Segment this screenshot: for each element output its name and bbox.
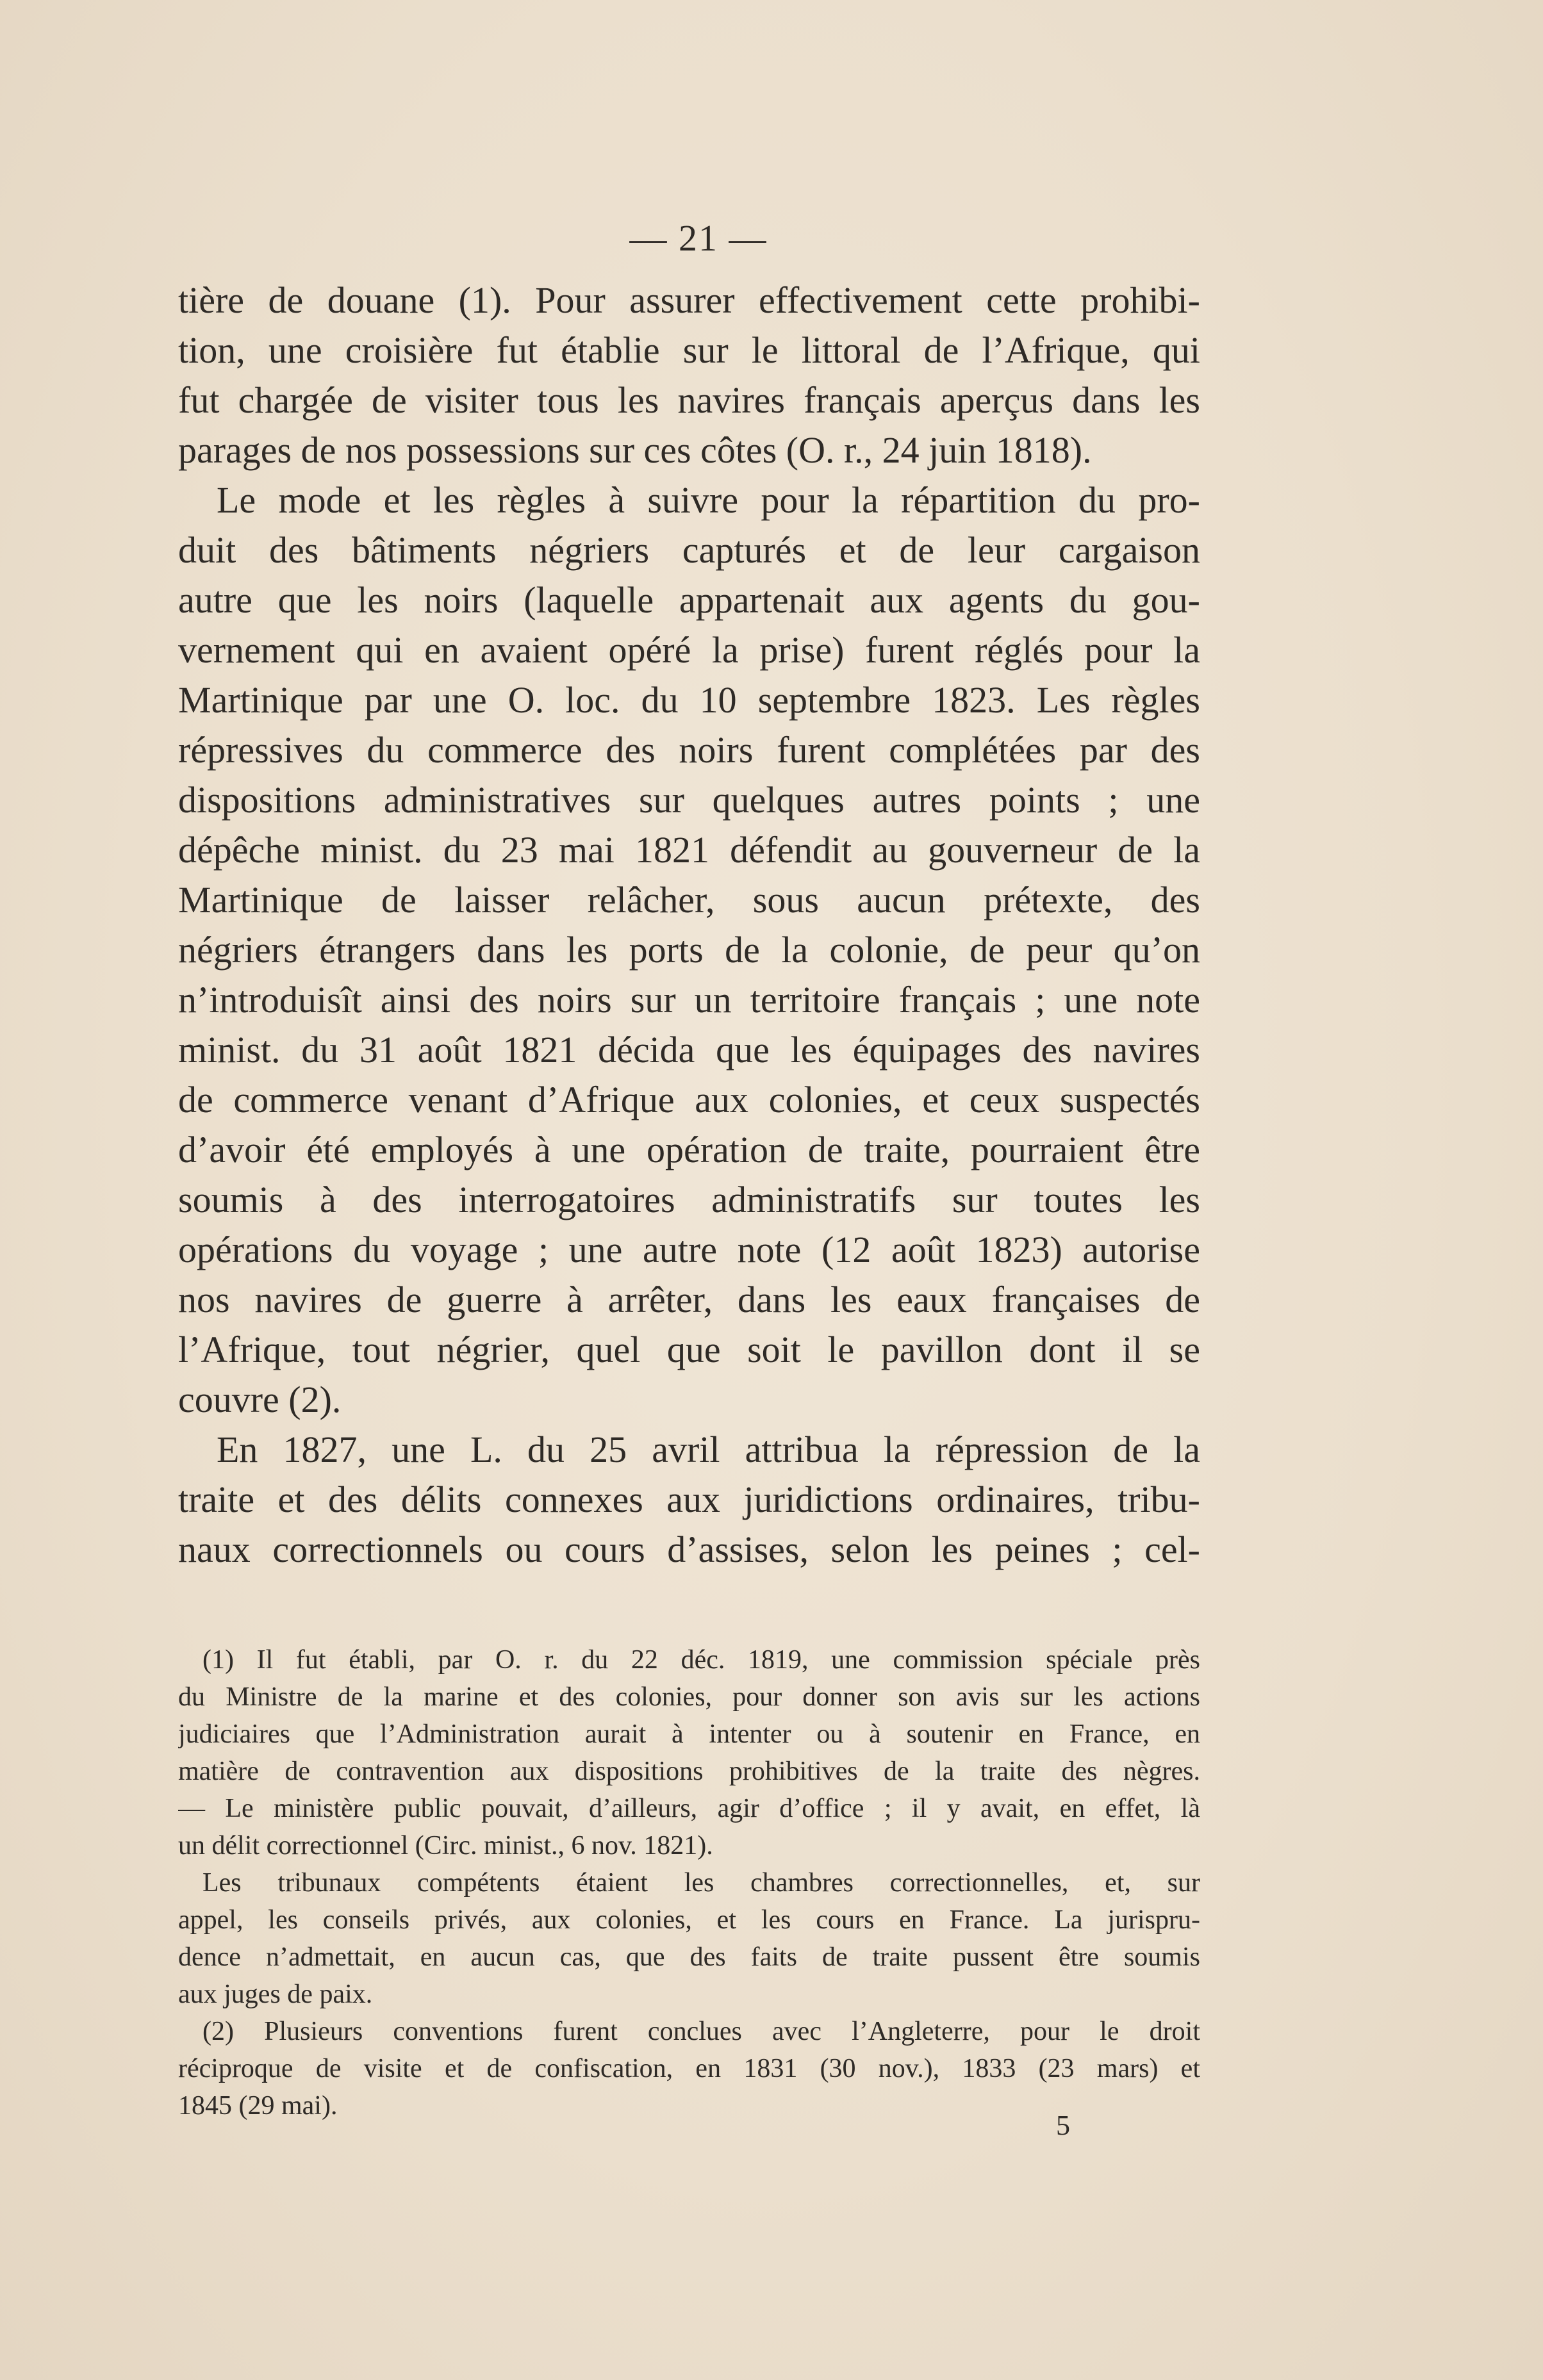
footnote-line: (1) Il fut établi, par O. r. du 22 déc. 1819, une commission spéciale près xyxy=(202,1645,1200,1675)
body-line: minist. du 31 août 1821 décida que les équipages des navires xyxy=(178,1029,1200,1071)
body-line: fut chargée de visiter tous les navires français aperçus dans les xyxy=(178,379,1200,421)
body-line: négriers étrangers dans les ports de la colonie, de peur qu’on xyxy=(178,929,1200,971)
footnote-line: dence n’admettait, en aucun cas, que des faits de traite pussent être soumis xyxy=(178,1942,1200,1972)
body-line: dispositions administratives sur quelques autres points ; une xyxy=(178,779,1200,821)
body-line: dépêche minist. du 23 mai 1821 défendit au gouverneur de la xyxy=(178,829,1200,871)
body-line: l’Afrique, tout négrier, quel que soit le pavillon dont il se xyxy=(178,1329,1200,1370)
body-line: soumis à des interrogatoires administratifs sur toutes les xyxy=(178,1179,1200,1220)
page-number: — 21 — xyxy=(629,217,768,259)
body-line: nos navires de guerre à arrêter, dans les eaux françaises de xyxy=(178,1279,1200,1320)
footnote-line: aux juges de paix. xyxy=(178,1980,373,2009)
footnote-line: judiciaires que l’Administration aurait à intenter ou à soutenir en France, en xyxy=(178,1719,1200,1749)
body-line: parages de nos possessions sur ces côtes (O. r., 24 juin 1818). xyxy=(178,429,1092,471)
body-line: répressives du commerce des noirs furent complétées par des xyxy=(178,729,1200,771)
body-line: d’avoir été employés à une opération de traite, pourraient être xyxy=(178,1129,1200,1170)
footnote-line: (2) Plusieurs conventions furent conclues avec l’Angleterre, pour le droit xyxy=(202,2017,1200,2046)
footnote-line: un délit correctionnel (Circ. minist., 6 nov. 1821). xyxy=(178,1831,713,1860)
footnote-line: matière de contravention aux dispositions prohibitives de la traite des nègres. xyxy=(178,1757,1200,1786)
body-line: Martinique par une O. loc. du 10 septembre 1823. Les règles xyxy=(178,679,1200,721)
signature-mark: 5 xyxy=(1056,2110,1070,2141)
body-line: En 1827, une L. du 25 avril attribua la répression de la xyxy=(217,1429,1200,1470)
body-line: de commerce venant d’Afrique aux colonies, et ceux suspectés xyxy=(178,1079,1200,1120)
body-line: traite et des délits connexes aux juridictions ordinaires, tribu- xyxy=(178,1479,1200,1520)
footnote-line: — Le ministère public pouvait, d’ailleurs, agir d’office ; il y avait, en effet, là xyxy=(178,1794,1200,1823)
footnote-line: réciproque de visite et de confiscation, en 1831 (30 nov.), 1833 (23 mars) et xyxy=(178,2054,1200,2083)
body-line: autre que les noirs (laquelle appartenait aux agents du gou- xyxy=(178,579,1200,621)
footnote-line: Les tribunaux compétents étaient les chambres correctionnelles, et, sur xyxy=(202,1868,1200,1898)
body-line: vernement qui en avaient opéré la prise) furent réglés pour la xyxy=(178,629,1200,671)
body-line: Le mode et les règles à suivre pour la répartition du pro- xyxy=(217,479,1200,521)
body-line: couvre (2). xyxy=(178,1379,342,1420)
body-line: naux correctionnels ou cours d’assises, selon les peines ; cel- xyxy=(178,1529,1200,1570)
footnote-line: 1845 (29 mai). xyxy=(178,2091,338,2121)
body-line: tion, une croisière fut établie sur le littoral de l’Afrique, qui xyxy=(178,329,1200,371)
body-line: n’introduisît ainsi des noirs sur un territoire français ; une note xyxy=(178,979,1200,1021)
body-line: Martinique de laisser relâcher, sous aucun prétexte, des xyxy=(178,879,1200,921)
body-line: duit des bâtiments négriers capturés et de leur cargaison xyxy=(178,529,1200,571)
footnote-line: du Ministre de la marine et des colonies, pour donner son avis sur les actions xyxy=(178,1682,1200,1712)
footnotes xyxy=(178,1641,1200,2124)
body-text xyxy=(178,275,1200,1575)
body-line: tière de douane (1). Pour assurer effectivement cette prohibi- xyxy=(178,279,1200,321)
footnote-line: appel, les conseils privés, aux colonies, et les cours en France. La jurispru- xyxy=(178,1905,1200,1935)
body-line: opérations du voyage ; une autre note (12 août 1823) autorise xyxy=(178,1229,1200,1270)
